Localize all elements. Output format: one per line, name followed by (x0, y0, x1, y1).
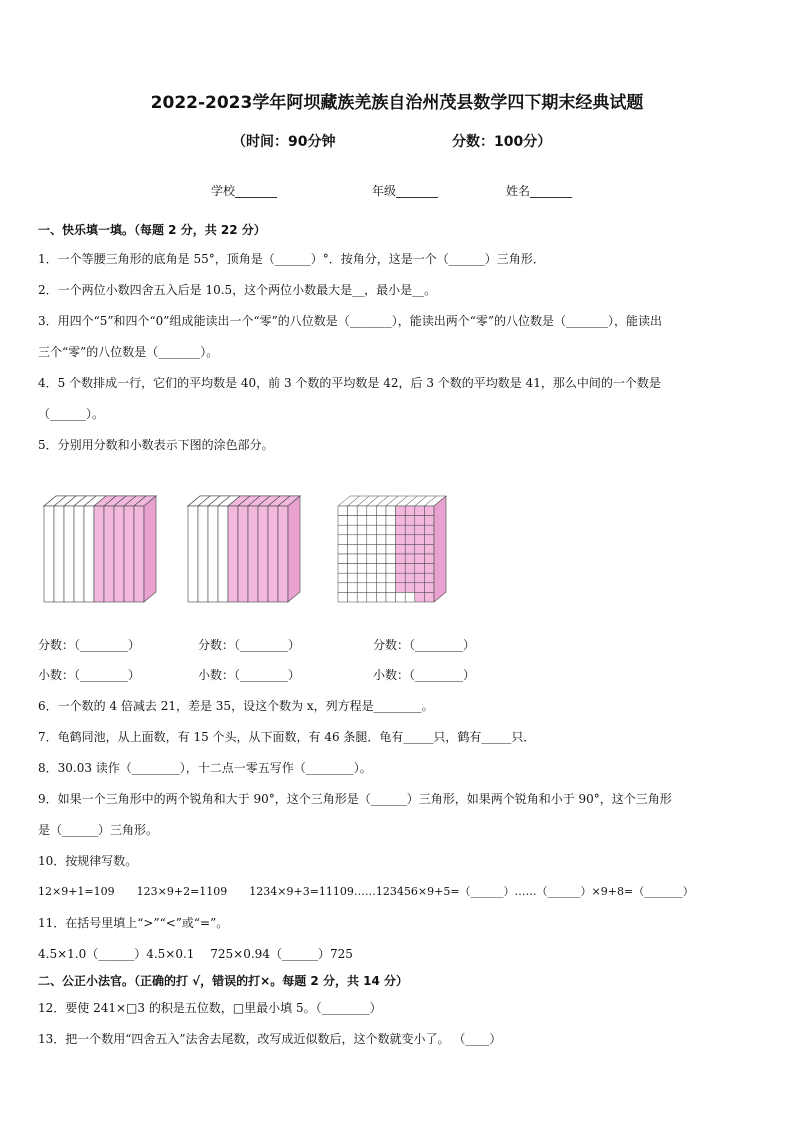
grid-cell (415, 535, 425, 545)
school-field: 学校_______ (211, 184, 278, 198)
question-5: 5．分别用分数和小数表示下图的涂色部分。 (38, 438, 274, 452)
grid-cell (386, 516, 396, 526)
cube-front-strip (94, 506, 104, 602)
question-3-line-2: 三个“零”的八位数是（_______）。 (38, 345, 219, 359)
grid-cell (357, 564, 367, 574)
grid-cell (386, 525, 396, 535)
figure-2-strips (188, 496, 300, 602)
grid-cell (424, 554, 434, 564)
question-7: 7．龟鹤同池，从上面数，有 15 个头，从下面数，有 46 条腿．龟有_____只，鹤有_____只． (38, 730, 536, 744)
grid-cell (396, 544, 406, 554)
grid-cell (338, 564, 348, 574)
grid-cell (348, 573, 358, 583)
cube-front-strip (218, 506, 228, 602)
question-4-line-2: （______）。 (38, 407, 105, 421)
grid-cell (415, 554, 425, 564)
grid-cell (357, 573, 367, 583)
question-11: 11．在括号里填上“>”“<”或“=”。 (38, 916, 229, 930)
grid-cell (396, 554, 406, 564)
grid-cell (396, 525, 406, 535)
grid-cell (424, 564, 434, 574)
fig3-fraction-blank: 分数：（________） (373, 638, 476, 652)
grid-cell (376, 592, 386, 602)
grid-cell (386, 506, 396, 516)
name-field: 姓名_______ (506, 184, 573, 198)
grid-cell (424, 592, 434, 602)
fig2-fraction-blank: 分数：（________） (198, 638, 301, 652)
grid-cell (367, 573, 377, 583)
cube-front-strip (278, 506, 288, 602)
question-6: 6．一个数的 4 倍减去 21，差是 35，设这个数为 x，列方程是________。 (38, 699, 434, 713)
grid-cell (405, 525, 415, 535)
grid-cell (424, 516, 434, 526)
grid-cell (357, 506, 367, 516)
grid-cell (386, 544, 396, 554)
grid-cell (376, 554, 386, 564)
grid-cell (367, 592, 377, 602)
grid-cell (376, 525, 386, 535)
grid-cell (405, 583, 415, 593)
grid-cell (386, 583, 396, 593)
cube-front-strip (44, 506, 54, 602)
figure-1-strips (44, 496, 156, 602)
question-12: 12．要使 241×□3 的积是五位数，□里最小填 5。（________） (38, 1001, 382, 1015)
cube-front-strip (238, 506, 248, 602)
grid-cell (338, 535, 348, 545)
cube-front-strip (124, 506, 134, 602)
grid-cell (415, 573, 425, 583)
grid-cell (405, 516, 415, 526)
grid-cell (424, 573, 434, 583)
page-title: 2022-2023学年阿坝藏族羌族自治州茂县数学四下期末经典试题 (150, 93, 644, 113)
cube-front-strip (104, 506, 114, 602)
grid-cell (386, 564, 396, 574)
cube-front-strip (188, 506, 198, 602)
grid-cell (367, 544, 377, 554)
grid-cell (367, 583, 377, 593)
cube-front-strip (64, 506, 74, 602)
cube-front-strip (54, 506, 64, 602)
grid-cell (348, 535, 358, 545)
grid-cell (367, 554, 377, 564)
question-11-items: 4.5×1.0（______）4.5×0.1 725×0.94（______）725 (38, 947, 353, 961)
grid-cell (396, 564, 406, 574)
cube-side-face (144, 496, 156, 602)
question-3-line-1: 3．用四个“5”和四个“0”组成能读出一个“零”的八位数是（_______），能读出两个“零”的八位数是（_______），能读出 (38, 314, 662, 328)
grid-cell (396, 573, 406, 583)
grid-cell (357, 516, 367, 526)
cube-front-strip (268, 506, 278, 602)
grid-cell (338, 506, 348, 516)
grid-cell (338, 573, 348, 583)
grid-cell (348, 592, 358, 602)
cube-figures (38, 470, 458, 610)
grid-cell (415, 516, 425, 526)
grid-cell (367, 506, 377, 516)
grid-cell (357, 535, 367, 545)
grid-cell (348, 525, 358, 535)
grid-cell (396, 592, 406, 602)
grid-cell (396, 535, 406, 545)
grid-cell (357, 583, 367, 593)
grid-cell (376, 583, 386, 593)
grid-cell (338, 544, 348, 554)
grid-cell (376, 544, 386, 554)
grid-cell (376, 564, 386, 574)
fig1-fraction-blank: 分数：（________） (38, 638, 141, 652)
exam-time: （时间：90分钟 (232, 134, 336, 150)
grid-cell (338, 592, 348, 602)
grid-cell (348, 506, 358, 516)
exam-score: 分数：100分） (452, 134, 552, 150)
question-2: 2．一个两位小数四舍五入后是 10.5，这个两位小数最大是__，最小是__。 (38, 283, 437, 297)
grid-cell (396, 583, 406, 593)
grid-cell (357, 554, 367, 564)
grid-cell (348, 544, 358, 554)
grid-cell (424, 583, 434, 593)
grid-cell (405, 592, 415, 602)
grid-cell (424, 535, 434, 545)
fig1-decimal-blank: 小数：（________） (38, 668, 141, 682)
section-1-heading: 一、快乐填一填。（每题 2 分，共 22 分） (38, 223, 266, 237)
fig3-decimal-blank: 小数：（________） (373, 668, 476, 682)
grid-cell (338, 516, 348, 526)
grid-cell (348, 583, 358, 593)
cube-front-strip (134, 506, 144, 602)
grid-cell (376, 573, 386, 583)
question-1: 1．一个等腰三角形的底角是 55°，顶角是（______）°．按角分，这是一个（______）三角形． (38, 252, 545, 266)
grid-cell (415, 525, 425, 535)
cube-front-strip (74, 506, 84, 602)
cube-front-strip (228, 506, 238, 602)
grid-cell (386, 573, 396, 583)
grid-cell (386, 592, 396, 602)
grid-cell (405, 535, 415, 545)
grid-side-face (434, 496, 446, 602)
question-8: 8．30.03 读作（________），十二点一零五写作（________）。 (38, 761, 372, 775)
grid-cell (348, 564, 358, 574)
cube-front-strip (208, 506, 218, 602)
grid-cell (424, 544, 434, 554)
cube-front-strip (248, 506, 258, 602)
cube-front-strip (84, 506, 94, 602)
grid-cell (396, 506, 406, 516)
grid-cell (386, 554, 396, 564)
grid-cell (376, 506, 386, 516)
fig2-decimal-blank: 小数：（________） (198, 668, 301, 682)
cube-front-strip (258, 506, 268, 602)
grid-cell (357, 544, 367, 554)
cube-front-strip (198, 506, 208, 602)
cube-side-face (288, 496, 300, 602)
grid-cell (415, 583, 425, 593)
question-9-line-1: 9．如果一个三角形中的两个锐角和大于 90°，这个三角形是（______）三角形，如果两个锐角和小于 90°，这个三角形 (38, 792, 672, 806)
cube-front-strip (114, 506, 124, 602)
grid-cell (415, 544, 425, 554)
grid-cell (338, 554, 348, 564)
grid-cell (367, 525, 377, 535)
grid-cell (376, 516, 386, 526)
question-4-line-1: 4．5 个数排成一行，它们的平均数是 40，前 3 个数的平均数是 42，后 3 个数的平均数是 41，那么中间的一个数是 (38, 376, 661, 390)
question-10-sequence: 12×9+1=109 123×9+2=1109 1234×9+3=11109……123456×9+5=（______）……（______）×9+8=（_______） (38, 885, 694, 898)
grid-cell (357, 525, 367, 535)
grid-cell (396, 516, 406, 526)
grade-field: 年级_______ (372, 184, 439, 198)
grid-cell (386, 535, 396, 545)
grid-cell (405, 573, 415, 583)
section-2-heading: 二、公正小法官。（正确的打 √，错误的打×。每题 2 分，共 14 分） (38, 974, 408, 988)
grid-cell (348, 554, 358, 564)
grid-cell (405, 554, 415, 564)
grid-cell (367, 535, 377, 545)
grid-cell (405, 564, 415, 574)
grid-cell (367, 516, 377, 526)
grid-cell (415, 506, 425, 516)
grid-cell (415, 564, 425, 574)
question-13: 13．把一个数用“四舍五入”法舍去尾数，改写成近似数后，这个数就变小了。 （____） (38, 1032, 502, 1046)
grid-cell (338, 583, 348, 593)
grid-cell (415, 592, 425, 602)
grid-cell (424, 506, 434, 516)
grid-cell (405, 506, 415, 516)
question-10: 10．按规律写数。 (38, 854, 138, 868)
grid-cell (405, 544, 415, 554)
grid-cell (367, 564, 377, 574)
figure-3-grid (338, 496, 446, 602)
grid-cell (348, 516, 358, 526)
grid-cell (376, 535, 386, 545)
grid-cell (424, 525, 434, 535)
grid-cell (357, 592, 367, 602)
grid-cell (338, 525, 348, 535)
question-9-line-2: 是（______）三角形。 (38, 823, 159, 837)
